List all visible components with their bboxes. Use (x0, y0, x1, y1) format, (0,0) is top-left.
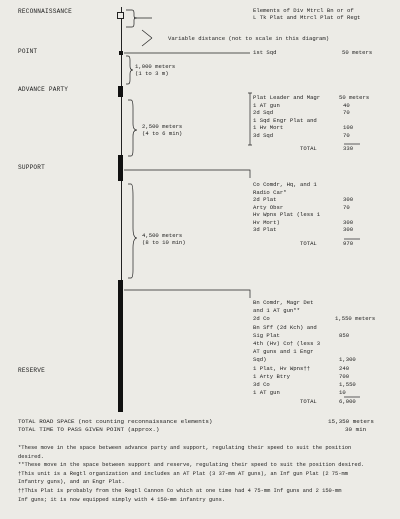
unit-strength: 10 (339, 389, 346, 397)
point-men: 50 meters (342, 49, 373, 56)
unit-name: Radio Car* (253, 188, 287, 196)
section-reconnaissance: RECONNAISSANCE (18, 8, 72, 15)
unit-name: 4th (Hv) Co† (less 3 (253, 340, 321, 347)
unit-name: Hv Mort) (253, 218, 280, 226)
unit-strength: 1,300 (339, 356, 356, 364)
gap2-time: (4 to 6 min) (142, 130, 183, 137)
unit-name: 1 Sqd Engr Plat and (253, 116, 317, 124)
reserve-total-label: TOTAL (300, 398, 317, 405)
unit-name: Bn Comdr, Magr Det (253, 299, 314, 306)
unit-strength: 40 (343, 101, 350, 109)
support-total-label: TOTAL (300, 240, 317, 247)
section-point: POINT (18, 48, 38, 55)
unit-strength: 300 (343, 196, 354, 203)
unit-name: 2d Sqd (253, 109, 274, 116)
advance-total-value: 330 (343, 145, 354, 152)
advance-total-label: TOTAL (300, 145, 317, 152)
unit-name: and 1 AT gun** (253, 307, 300, 315)
footnote-line: †This unit is a Regtl organization and includes an AT Plat (3 37-mm AT guns), an Inf gun Plat (2 75-mm (18, 470, 348, 477)
point-unit: 1st Sqd (253, 49, 277, 56)
gap1-distance: 1,000 meters (135, 63, 176, 70)
unit-strength: 70 (343, 109, 350, 116)
unit-strength: 300 (343, 226, 354, 233)
gap1-time: (1 to 3 m) (135, 70, 169, 77)
total-road-space-value: 15,350 meters (328, 418, 374, 425)
section-advance-party: ADVANCE PARTY (18, 86, 69, 93)
unit-name: AT guns and 1 Engr (253, 348, 314, 356)
unit-name: Sqd) (253, 356, 267, 364)
unit-name: 1 AT gun (253, 389, 280, 397)
support-total-value: 970 (343, 240, 354, 247)
footnote-line: **These move in the space between support and reserve, regulating their speed to suit the position desired. (18, 462, 365, 469)
unit-name: 1 Plat, Hv Wpns†† (253, 364, 311, 372)
footnote-line: Infantry guns), and an Engr Plat. (18, 479, 125, 486)
unit-name: 2d Co (253, 315, 270, 323)
unit-name: 1 AT gun (253, 101, 280, 109)
unit-strength: 1,550 (339, 381, 356, 388)
gap3-distance: 4,500 meters (142, 232, 183, 239)
recon-elements-line2: L Tk Plat and Mtrcl Plat of Regt (253, 14, 361, 21)
footnote-line: *These move in the space between advance party and support, regulating their speed to suit the position (18, 445, 352, 451)
gap3-time: (8 to 10 min) (142, 239, 186, 246)
unit-name: Sig Plat (253, 331, 280, 339)
unit-strength: 70 (343, 131, 350, 139)
unit-name: 3d Co (253, 381, 270, 388)
unit-strength: 70 (343, 203, 350, 211)
unit-strength: 240 (339, 364, 350, 372)
unit-strength: 700 (339, 372, 350, 380)
section-support: SUPPORT (18, 164, 45, 171)
reserve-total-value: 6,000 (339, 398, 356, 405)
unit-strength: 1,550 meters (335, 315, 376, 323)
total-time-label: TOTAL TIME TO PASS GIVEN POINT (approx.) (18, 426, 160, 433)
unit-name: 3d Plat (253, 226, 277, 233)
unit-strength: 850 (339, 331, 350, 339)
unit-name: Bn Sff (2d Kch) and (253, 323, 317, 331)
footnote-line: desired. (18, 453, 44, 460)
unit-name: Co Comdr, Hq, and 1 (253, 181, 317, 188)
unit-name: 1 Hv Mort (253, 124, 284, 131)
unit-strength: 50 meters (339, 94, 370, 101)
unit-name: 2d Plat (253, 196, 277, 203)
gap2-distance: 2,500 meters (142, 123, 183, 130)
section-reserve: RESERVE (18, 367, 45, 374)
footnote-line: ††This Plat is probably from the Regtl Cannon Co which at one time had 4 75-mm Inf guns and 2 150-mm (18, 488, 342, 494)
unit-name: Arty Obsr (253, 203, 284, 211)
recon-variable-distance: Variable distance (not to scale in this diagram) (168, 35, 330, 42)
recon-elements-line1: Elements of Div Mtrcl Bn or of (253, 7, 354, 14)
total-road-space-label: TOTAL ROAD SPACE (not counting reconnaissance elements) (18, 418, 213, 425)
unit-name: 1 Arty Btry (253, 372, 290, 380)
unit-strength: 300 (343, 218, 354, 226)
total-time-value: 30 min (345, 426, 367, 433)
unit-name: Hv Wpns Plat (less 1 (253, 211, 321, 218)
footnote-line: Inf guns; it is now equipped simply with 4 150-mm infantry guns. (18, 496, 226, 503)
unit-strength: 100 (343, 124, 354, 131)
unit-name: 3d Sqd (253, 131, 274, 139)
unit-name: Plat Leader and Magr (253, 94, 321, 101)
